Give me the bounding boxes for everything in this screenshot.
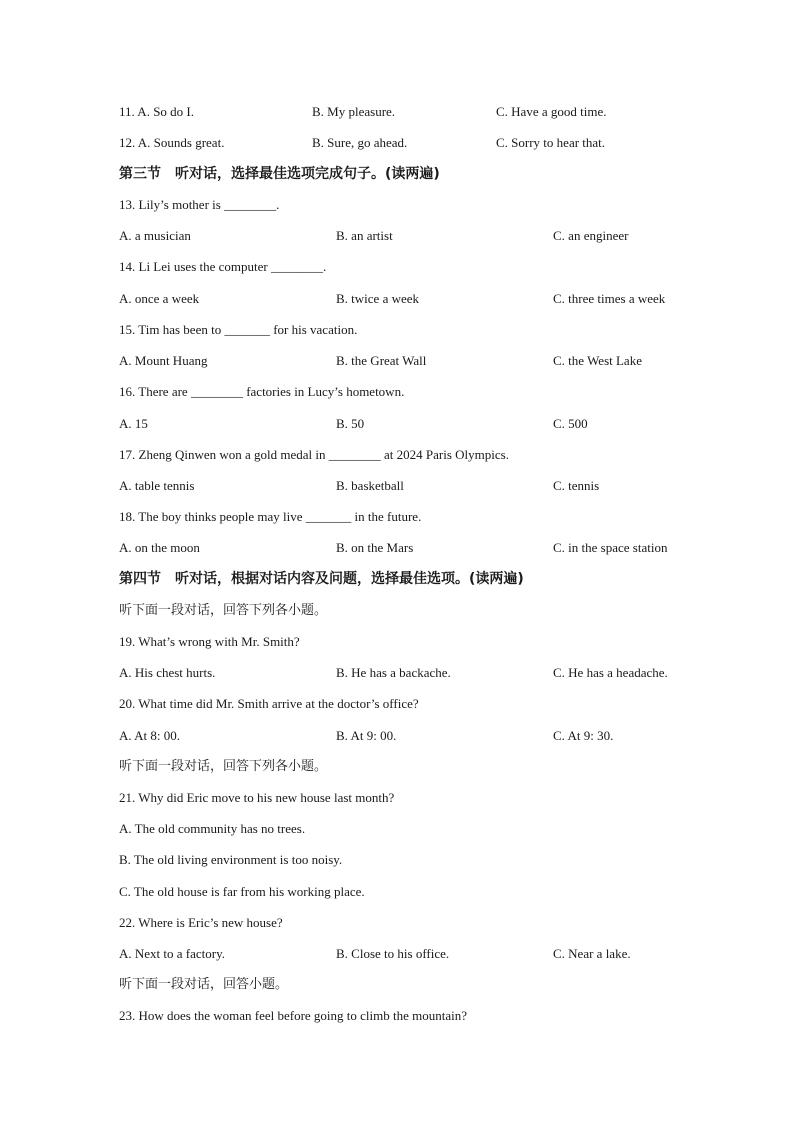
q23-stem: 23. How does the woman feel before going to climb the mountain? [119, 1008, 468, 1023]
q17-stem: 17. Zheng Qinwen won a gold medal in ________ at 2024 Paris Olympics. [119, 447, 509, 462]
q19-stem: 19. What’s wrong with Mr. Smith? [119, 634, 300, 649]
q13-option-b: B. an artist [336, 228, 393, 243]
q14-stem: 14. Li Lei uses the computer ________. [119, 259, 327, 274]
q19-option-c: C. He has a headache. [553, 665, 668, 680]
q21-option-a: A. The old community has no trees. [119, 821, 306, 836]
listening-instruction: 听下面一段对话，回答下列各小题。 [119, 759, 328, 774]
q16-option-b: B. 50 [336, 416, 365, 431]
q11-option-c: C. Have a good time. [496, 104, 607, 119]
q20-option-b: B. At 9: 00. [336, 728, 397, 743]
q21-stem: 21. Why did Eric move to his new house last month? [119, 790, 395, 805]
q20-option-c: C. At 9: 30. [553, 728, 614, 743]
q18-option-a: A. on the moon [119, 540, 200, 555]
q17-option-a: A. table tennis [119, 478, 195, 493]
q18-option-b: B. on the Mars [336, 540, 414, 555]
q20-stem: 20. What time did Mr. Smith arrive at the doctor’s office? [119, 696, 419, 711]
q21-option-c: C. The old house is far from his working place. [119, 884, 365, 899]
q12-option-a: 12. A. Sounds great. [119, 135, 225, 150]
q18-option-c: C. in the space station [553, 540, 668, 555]
q13-stem: 13. Lily’s mother is ________. [119, 197, 280, 212]
q17-option-c: C. tennis [553, 478, 600, 493]
q16-option-c: C. 500 [553, 416, 588, 431]
q15-option-a: A. Mount Huang [119, 353, 208, 368]
listening-instruction: 听下面一段对话，回答下列各小题。 [119, 603, 328, 618]
q16-option-a: A. 15 [119, 416, 148, 431]
q14-option-b: B. twice a week [336, 291, 420, 306]
q11-option-a: 11. A. So do I. [119, 104, 194, 119]
q22-option-b: B. Close to his office. [336, 946, 450, 961]
q20-option-a: A. At 8: 00. [119, 728, 181, 743]
q19-option-b: B. He has a backache. [336, 665, 451, 680]
q22-option-a: A. Next to a factory. [119, 946, 226, 961]
q16-stem: 16. There are ________ factories in Lucy’s hometown. [119, 384, 405, 399]
q15-option-b: B. the Great Wall [336, 353, 427, 368]
q18-stem: 18. The boy thinks people may live _______ in the future. [119, 509, 422, 524]
q19-option-a: A. His chest hurts. [119, 665, 216, 680]
q22-stem: 22. Where is Eric’s new house? [119, 915, 283, 930]
q13-option-c: C. an engineer [553, 228, 629, 243]
listening-instruction: 听下面一段对话，回答小题。 [119, 977, 289, 992]
q15-stem: 15. Tim has been to _______ for his vacation. [119, 322, 358, 337]
q17-option-b: B. basketball [336, 478, 404, 493]
q12-option-b: B. Sure, go ahead. [312, 135, 408, 150]
q22-option-c: C. Near a lake. [553, 946, 631, 961]
q11-option-b: B. My pleasure. [312, 104, 396, 119]
q12-option-c: C. Sorry to hear that. [496, 135, 606, 150]
q13-option-a: A. a musician [119, 228, 191, 243]
section-4-title: 第四节 听对话，根据对话内容及问题，选择最佳选项。(读两遍) [119, 571, 524, 587]
q14-option-c: C. three times a week [553, 291, 666, 306]
q21-option-b: B. The old living environment is too noisy. [119, 852, 343, 867]
q14-option-a: A. once a week [119, 291, 200, 306]
section-3-title: 第三节 听对话，选择最佳选项完成句子。(读两遍) [119, 166, 440, 182]
q15-option-c: C. the West Lake [553, 353, 642, 368]
